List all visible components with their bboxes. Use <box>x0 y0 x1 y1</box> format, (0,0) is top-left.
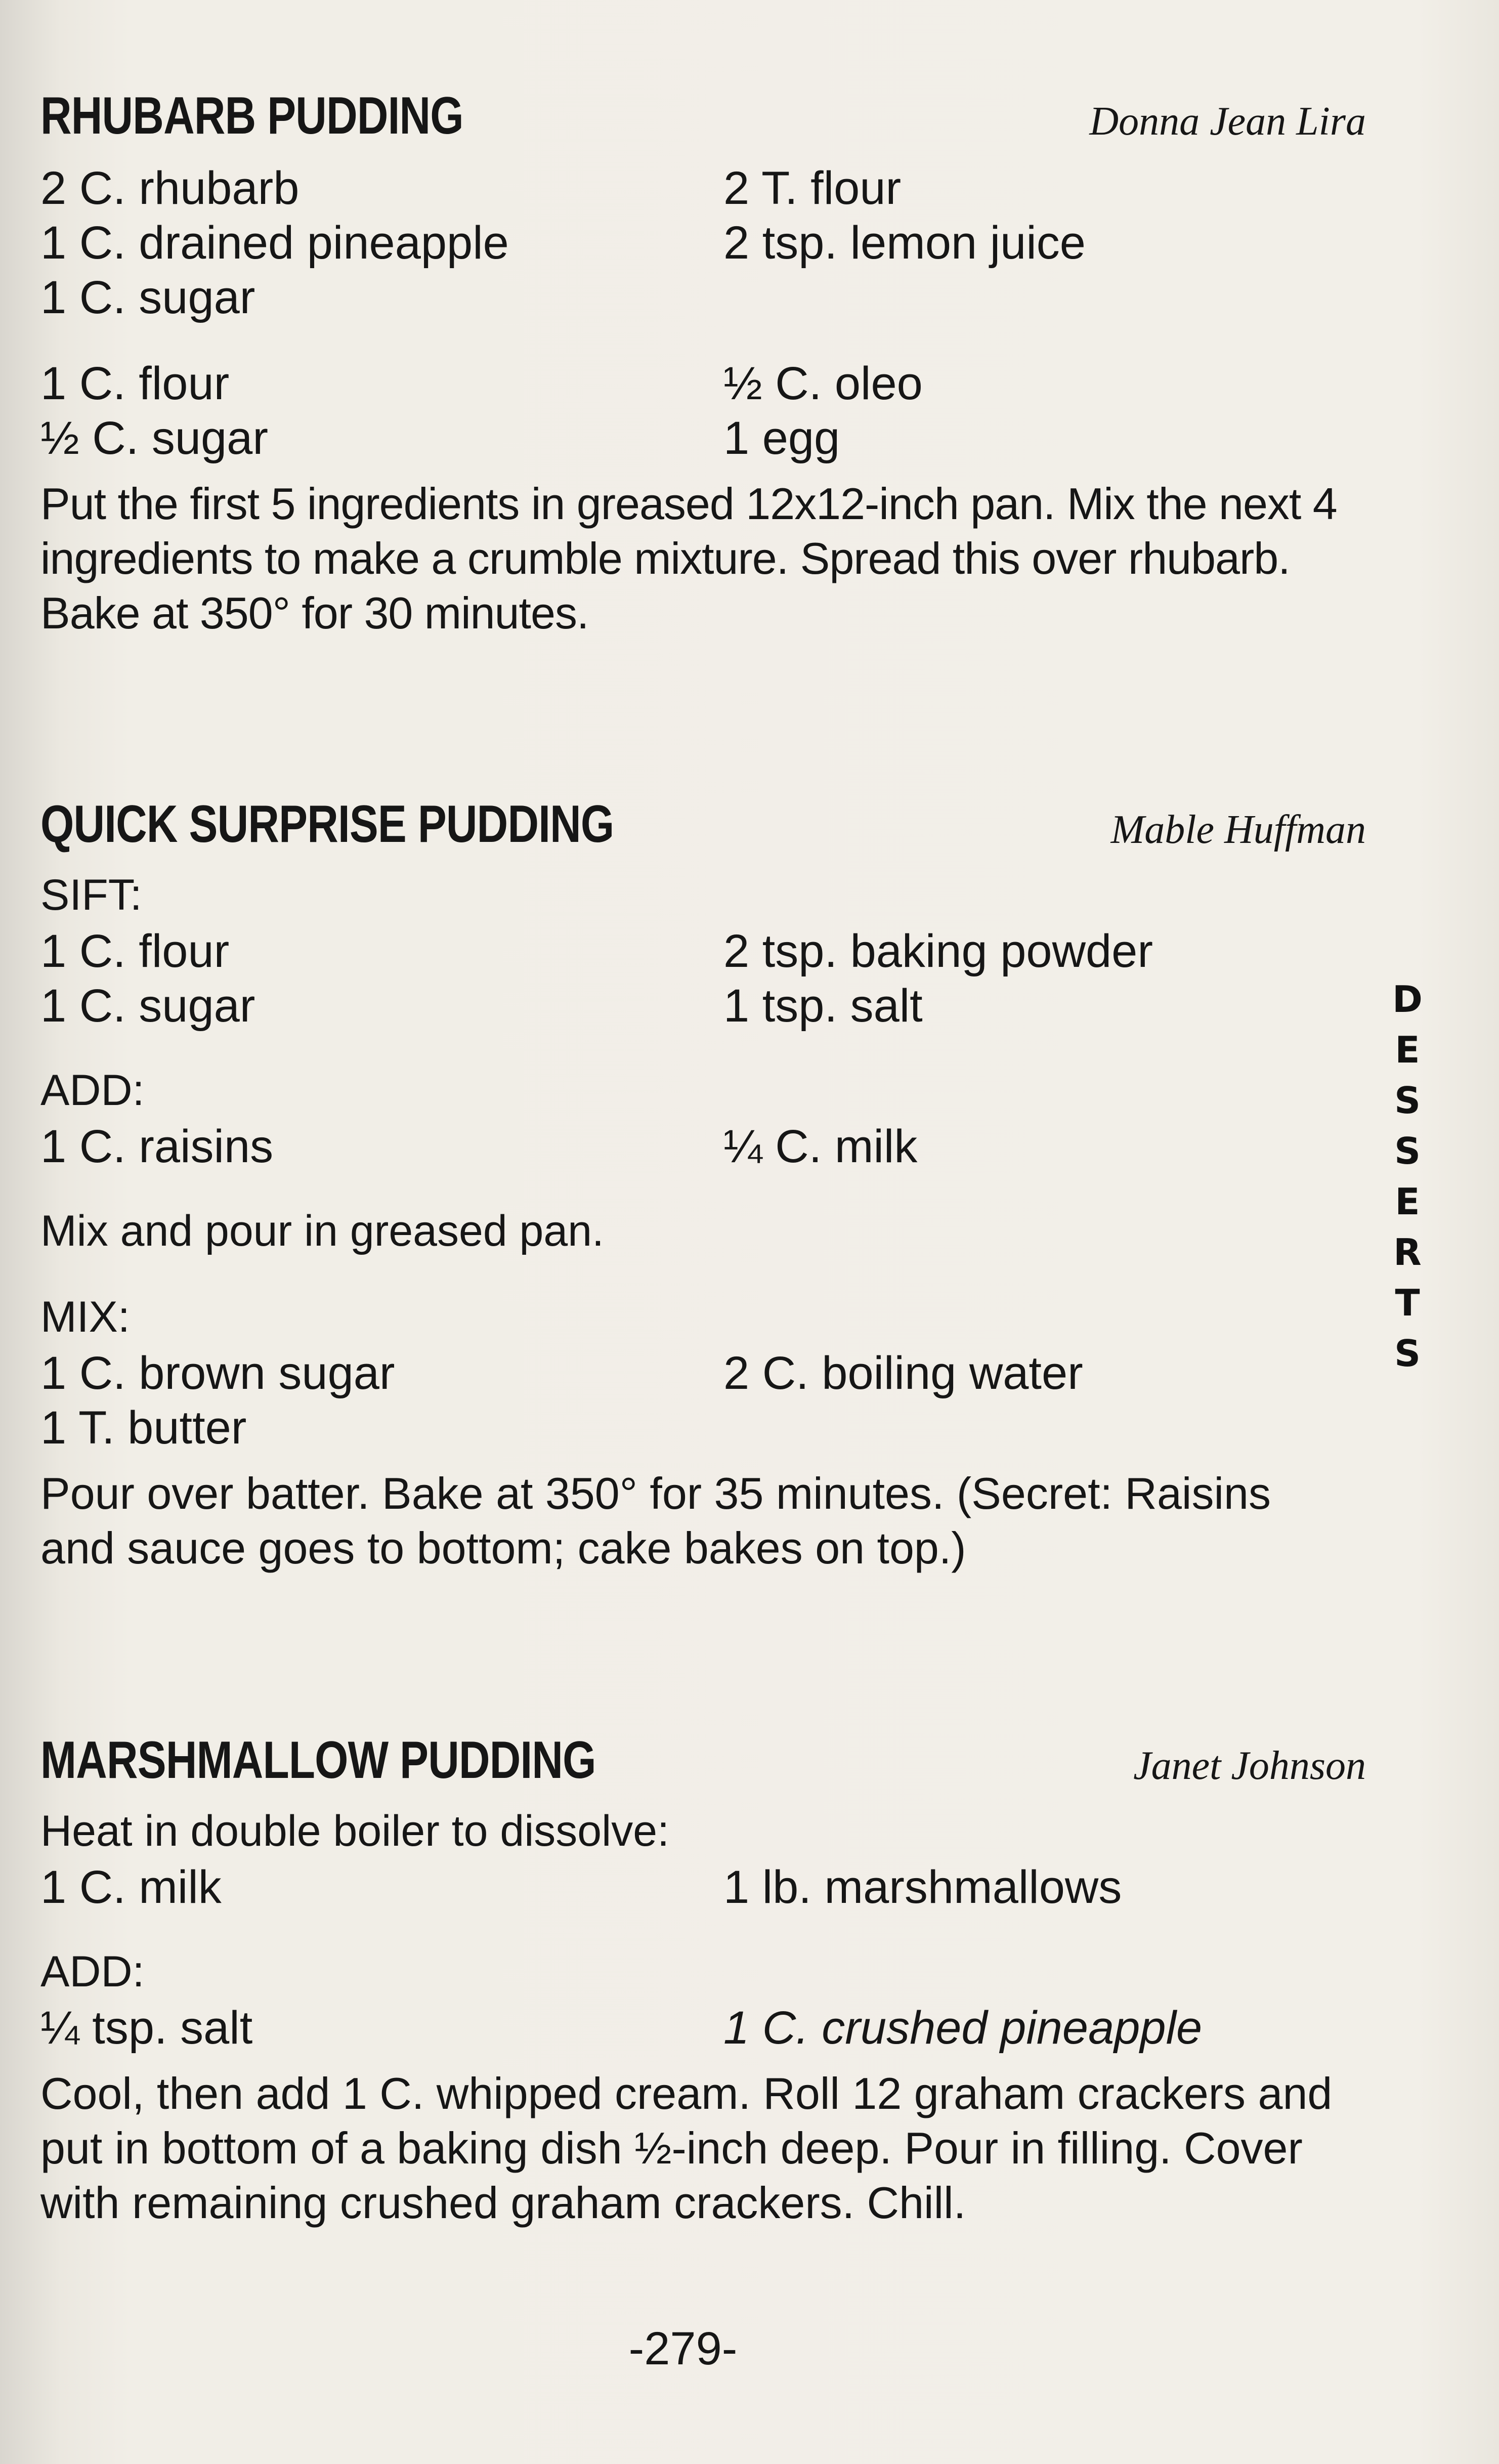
tab-letter: S <box>1394 1332 1421 1375</box>
recipe-instructions: Pour over batter. Bake at 350° for 35 minutes. (Secret: Raisins and sauce goes to bottom; cake bakes on top.) <box>40 1468 1271 1573</box>
ingredient-row <box>40 1861 1366 1947</box>
tab-letter: D <box>1392 978 1423 1021</box>
mix-pour-text: Mix and pour in greased pan. <box>40 1207 604 1255</box>
step-label <box>40 1066 1366 1120</box>
ingredient: 1 C. milk <box>40 1861 222 1913</box>
recipe-marshmallow-pudding <box>40 1720 1366 2275</box>
ingredient: 2 C. rhubarb <box>40 162 299 214</box>
recipe-instructions: Cool, then add 1 C. whipped cream. Roll 12 graham crackers and put in bottom of a baking dish ½-inch deep. Pour in filling. Cover with remaining crushed graham crackers. Chill. <box>40 2068 1333 2228</box>
ingredient: 1 T. butter <box>40 1402 247 1454</box>
ingredient: 1 C. crushed pineapple <box>723 2002 1203 2054</box>
ingredient-row <box>40 412 1366 466</box>
recipe-author: Janet Johnson <box>1133 1744 1366 1788</box>
step-label <box>40 1806 1366 1861</box>
add-label: ADD: <box>40 1066 145 1115</box>
ingredient: 2 tsp. baking powder <box>723 925 1153 977</box>
ingredient: 1 C. brown sugar <box>40 1347 395 1399</box>
ingredient-row <box>40 1347 1366 1401</box>
step-label <box>40 870 1366 925</box>
ingredient: 1 C. flour <box>40 358 230 409</box>
ingredient-row <box>40 271 1366 357</box>
recipe-title: MARSHMALLOW PUDDING <box>40 1731 596 1790</box>
step-label <box>40 1292 1366 1347</box>
tab-letter: E <box>1395 1029 1420 1071</box>
ingredient: 1 C. sugar <box>40 272 255 323</box>
ingredient-row <box>40 2002 1366 2056</box>
ingredient: 1 C. raisins <box>40 1121 274 1172</box>
recipe-header <box>40 1720 1366 1806</box>
section-tab-desserts <box>1387 974 1428 1379</box>
recipe-instructions: Put the first 5 ingredients in greased 12x12-inch pan. Mix the next 4 ingredients to make a crumble mixture. Spread this over rhubarb. Bake at 350° for 30 minutes. <box>40 479 1337 638</box>
recipe-title: QUICK SURPRISE PUDDING <box>40 795 614 854</box>
sift-label: SIFT: <box>40 871 142 919</box>
step-text <box>40 1206 1366 1292</box>
ingredient: 1 C. flour <box>40 925 230 977</box>
recipe-rhubarb-pudding <box>40 76 1366 685</box>
step-label <box>40 1947 1366 2002</box>
ingredient: 1 C. sugar <box>40 980 255 1032</box>
heat-label: Heat in double boiler to dissolve: <box>40 1807 669 1855</box>
page-number: -279- <box>628 2323 738 2374</box>
ingredient: 2 C. boiling water <box>723 1347 1083 1399</box>
tab-letter: E <box>1395 1180 1420 1223</box>
ingredient: ½ C. oleo <box>723 358 923 409</box>
recipe-author: Mable Huffman <box>1110 808 1366 852</box>
ingredient: ¼ C. milk <box>723 1121 918 1172</box>
ingredient: 1 lb. marshmallows <box>723 1861 1122 1913</box>
ingredient: ½ C. sugar <box>40 412 268 464</box>
ingredient-row <box>40 925 1366 980</box>
ingredient: 2 T. flour <box>723 162 902 214</box>
tab-letter: S <box>1394 1130 1421 1172</box>
recipe-header <box>40 784 1366 870</box>
recipe-author: Donna Jean Lira <box>1089 99 1366 144</box>
tab-letter: S <box>1394 1079 1421 1122</box>
recipe-header <box>40 76 1366 162</box>
ingredient-row <box>40 217 1366 271</box>
add-label: ADD: <box>40 1947 145 1996</box>
ingredient-row <box>40 1120 1366 1206</box>
ingredient-row <box>40 162 1366 217</box>
tab-letter: R <box>1393 1231 1422 1273</box>
ingredient: ¼ tsp. salt <box>40 2002 253 2054</box>
ingredient: 1 egg <box>723 412 840 464</box>
ingredient-row <box>40 1401 1366 1456</box>
ingredient-row <box>40 357 1366 412</box>
ingredient: 2 tsp. lemon juice <box>723 217 1086 269</box>
mix-label: MIX: <box>40 1293 130 1341</box>
ingredient: 1 tsp. salt <box>723 980 923 1032</box>
recipe-title: RHUBARB PUDDING <box>40 87 463 145</box>
tab-letter: T <box>1395 1282 1420 1324</box>
recipe-quick-surprise-pudding <box>40 784 1366 1620</box>
ingredient: 1 C. drained pineapple <box>40 217 509 269</box>
ingredient-row <box>40 980 1366 1066</box>
